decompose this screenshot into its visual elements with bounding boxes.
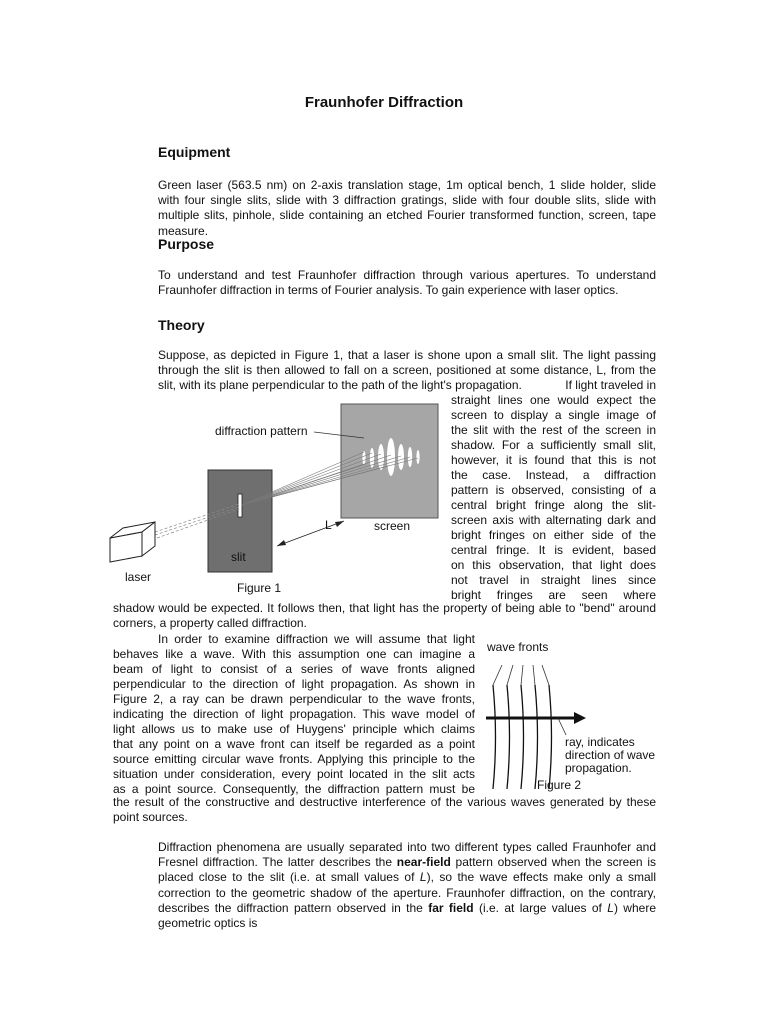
- text-line: that any point on a wave front can itself be regarded as a point: [113, 737, 475, 751]
- label-laser: laser: [125, 570, 152, 584]
- label-slit: slit: [231, 550, 246, 564]
- text-line: Figure 2, a ray can be drawn perpendicular to the wave fronts,: [113, 692, 475, 706]
- text-line: straight lines one would expect the: [451, 393, 656, 407]
- text-line: screen to display a single image of: [451, 408, 656, 422]
- figure-2-caption: Figure 2: [537, 778, 582, 792]
- text-line: behaves like a wave. With this assumption one can imagine a: [113, 647, 475, 661]
- purpose-heading: Purpose: [158, 236, 215, 252]
- text-line: not travel in straight lines since: [451, 573, 656, 587]
- wave-front-leaders: [493, 665, 549, 685]
- text-line: shadow. For a sufficiently small slit,: [451, 438, 656, 452]
- text-line: the case. Instead, a diffraction: [451, 468, 656, 482]
- label-screen: screen: [374, 519, 411, 533]
- theory-paragraph-1-side: [451, 378, 656, 603]
- theory-paragraph-1-top: Suppose, as depicted in Figure 1, that a laser is shone upon a small slit. The light passing through the slit is then allowed to fall on a screen, positioned at some distance, L, from the slit, with its plane perpendicular to the path of the light's propagation.: [158, 348, 656, 393]
- text-line: central bright fringe along the slit-: [451, 498, 656, 512]
- text-line: the slit with the rest of the screen in: [451, 423, 656, 437]
- text-line: however, it is found that this is not: [451, 453, 656, 467]
- label-distance-l: L: [325, 518, 332, 532]
- label-ray: ray, indicates direction of wave propagation.: [565, 735, 656, 775]
- theory-paragraph-2-side: [113, 632, 475, 797]
- text-line: If light traveled in: [565, 378, 656, 392]
- equipment-text: Green laser (563.5 nm) on 2-axis translation stage, 1m optical bench, 1 slide holder, slide with four single slits, slide with 3 diffraction gratings, slide with four double slits, slide with multiple slits, pinhole, slide containing an etched Fourier transformed function, screen, tape measure.: [158, 178, 656, 238]
- figure-1-caption: Figure 1: [237, 581, 282, 595]
- text-line: bright fringes on either side of the: [451, 528, 656, 542]
- label-wave-fronts: wave fronts: [487, 640, 549, 654]
- text-line: central fringe. It is evident, based: [451, 543, 656, 557]
- arrow-head-left: [277, 540, 286, 546]
- text-line: pattern is observed, consisting of a: [451, 483, 656, 497]
- text-line: light allows us to make use of Huygens' principle which claims: [113, 722, 475, 736]
- arrow-head-right: [335, 521, 344, 527]
- label-diffraction-pattern: diffraction pattern: [215, 424, 308, 438]
- theory-paragraph-2-end: the result of the constructive and destructive interference of the various waves generated by these point sources.: [113, 795, 656, 825]
- text-line: In order to examine diffraction we will assume that light: [158, 632, 475, 646]
- theory-paragraph-1-end: shadow would be expected. It follows then, that light has the property of being able to "bend" around corners, a property called diffraction.: [113, 601, 656, 631]
- theory-heading: Theory: [158, 317, 205, 333]
- text-line: beam of light to consist of a series of wave fronts aligned: [113, 662, 475, 676]
- slit-opening: [238, 494, 242, 517]
- text-line: bright fringes are seen where: [451, 588, 656, 602]
- text-line: perpendicular to the direction of light propagation. As shown in: [113, 677, 475, 691]
- ray-leader-line: [558, 718, 566, 735]
- text-line: screen axis with alternating dark and: [451, 513, 656, 527]
- ray-arrow-head: [574, 712, 586, 724]
- text-line: source emitting circular wave fronts. Applying this principle to the: [113, 752, 475, 766]
- laser-shape: [110, 522, 155, 562]
- equipment-heading: Equipment: [158, 144, 231, 160]
- text-line: indicating the direction of light propagation. This wave model of: [113, 707, 475, 721]
- wave-fronts: [493, 685, 552, 789]
- text-line: as a point source. Consequently, the diffraction pattern must be: [113, 782, 475, 796]
- text-line: situation under consideration, every point located in the slit acts: [113, 767, 475, 781]
- theory-paragraph-3: Diffraction phenomena are usually separated into two different types called Fraunhofer and Fresnel diffraction. The latter describes the near-field pattern observed when the screen is placed close to the slit (i.e. at small values of L), so the wave effects make only a small correction to the geometric shadow of the aperture. Fraunhofer diffraction, on the contrary, describes the diffraction pattern observed in the far field (i.e. at large values of L) where geometric optics is: [158, 840, 657, 931]
- text-line: on this observation, that light does: [451, 558, 656, 572]
- purpose-text: To understand and test Fraunhofer diffraction through various apertures. To understand Fraunhofer diffraction in terms of Fourier analysis. To gain experience with laser optics.: [158, 268, 656, 298]
- page-title: Fraunhofer Diffraction: [304, 94, 464, 111]
- distance-l-arrow: [277, 521, 344, 546]
